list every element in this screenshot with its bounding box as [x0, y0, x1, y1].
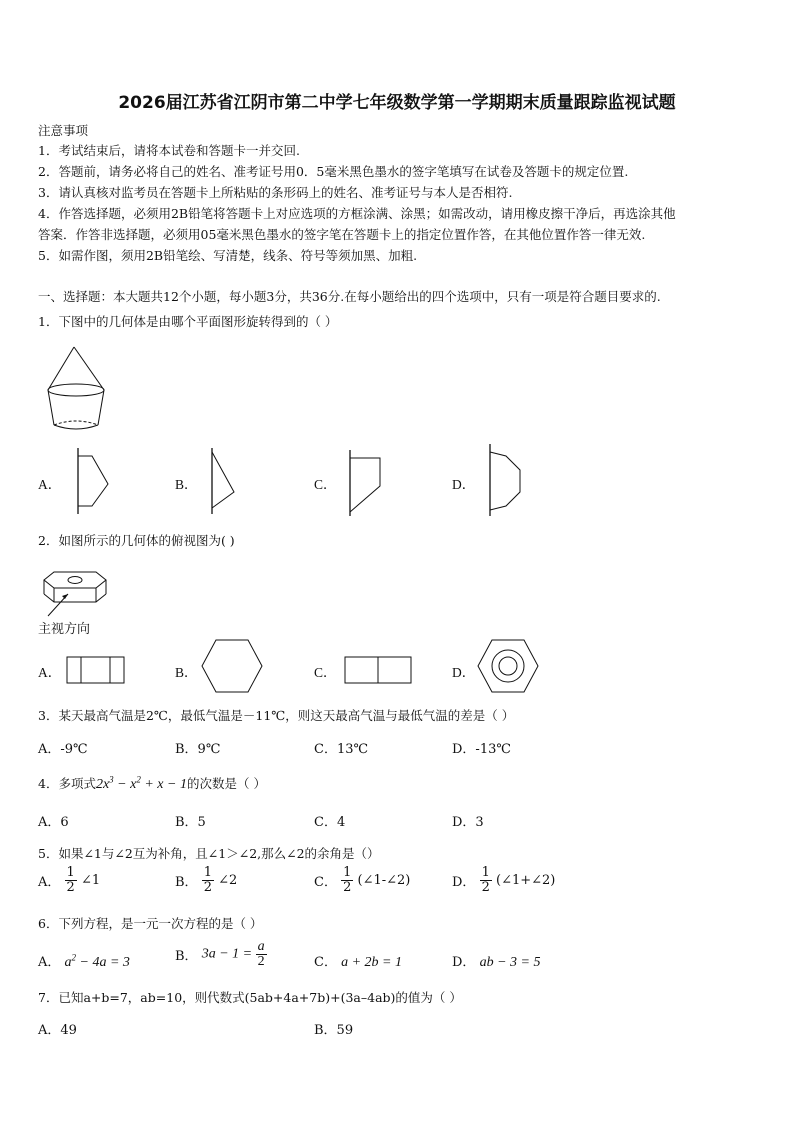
q1-option-a-figure [76, 446, 116, 516]
q5-expr: (∠1-∠2) [357, 873, 411, 888]
q6-equation-b: 3a − 1 = [201, 946, 256, 962]
q1-option-d-figure [488, 442, 524, 518]
q6-option-b-label: B． [175, 949, 198, 964]
q1-option-b-label: B． [175, 477, 198, 492]
note-item: 1．考试结束后，请将本试卷和答题卡一并交回. [38, 143, 300, 158]
q4-option-a: A．6 [38, 815, 69, 830]
q7-option-a: A．49 [38, 1023, 77, 1038]
q2-option-b-hexagon-figure [200, 638, 264, 694]
q2-option-c-label: C． [314, 665, 337, 680]
q4-stem-prefix: 4．多项式 [38, 776, 96, 791]
q1-cone-cylinder-figure [44, 345, 114, 435]
q2-option-d-hexagon-circles-figure [476, 638, 540, 694]
q6-option-b [175, 940, 267, 969]
page-title: 2026届江苏省江阴市第二中学七年级数学第一学期期末质量跟踪监视试题 [118, 93, 676, 113]
q5-fraction: $\frac{1}{2}$ [481, 865, 490, 895]
q2-option-b-label: B． [175, 665, 198, 680]
q5-option-a [38, 866, 100, 895]
q6-equation-b-fraction: $\frac{a}{2}$ [257, 939, 265, 969]
q6-option-d [452, 951, 540, 971]
q5-option-d-label: D． [452, 875, 476, 890]
q3-option-b: B．9℃ [175, 742, 221, 757]
question-3-stem: 3．某天最高气温是2℃，最低气温是－11℃，则这天最高气温与最低气温的差是（ ） [38, 708, 515, 723]
q4-option-d: D．3 [452, 815, 484, 830]
q5-expr: ∠1 [80, 873, 101, 888]
q3-option-c: C．13℃ [314, 742, 369, 757]
q1-option-d-label: D． [452, 477, 476, 492]
q4-polynomial: $2x^3 - x^2 + x - 1$ [95, 774, 187, 792]
question-2-stem: 2．如图所示的几何体的俯视图为( ) [38, 533, 235, 548]
q7-option-b: B．59 [314, 1023, 354, 1038]
view-direction-label: 主视方向 [38, 622, 91, 637]
q5-fraction: $\frac{1}{2}$ [203, 865, 212, 895]
q4-stem-suffix: 的次数是（ ） [186, 776, 266, 791]
q5-option-d [452, 866, 555, 895]
question-4-stem [38, 774, 266, 793]
note-item: 答案．作答非选择题，必须用05毫米黑色墨水的签字笔在答题卡上的指定位置作答，在其他位置作答一律无效. [38, 227, 646, 242]
q4-option-b: B．5 [175, 815, 206, 830]
question-7-stem: 7．已知a+b=7，ab=10，则代数式(5ab+4a+7b)+(3a–4ab)的值为（ ） [38, 990, 462, 1005]
note-item: 5．如需作图，须用2B铅笔绘、写清楚，线条、符号等须加黑、加粗. [38, 248, 418, 263]
q5-option-b-label: B． [175, 875, 198, 890]
q3-option-d: D．-13℃ [452, 742, 511, 757]
question-6-stem: 6．下列方程，是一元一次方程的是（ ） [38, 916, 263, 931]
q5-expr: ∠2 [218, 873, 238, 888]
q6-equation-a: $a^2 - 4a = 3$ [64, 952, 130, 970]
q2-option-d-label: D． [452, 665, 476, 680]
q2-hex-nut-figure [40, 568, 115, 623]
q5-option-a-label: A． [38, 875, 61, 890]
q5-fraction: $\frac{1}{2}$ [66, 865, 75, 895]
q1-option-c-figure [348, 448, 384, 518]
q3-option-a: A．-9℃ [38, 742, 88, 757]
q1-option-a-label: A． [38, 477, 62, 492]
q2-option-a-label: A． [38, 665, 62, 680]
note-item: 4．作答选择题，必须用2B铅笔将答题卡上对应选项的方框涂满、涂黑；如需改动，请用橡皮擦干净后，再选涂其他 [38, 206, 676, 221]
notes-heading: 注意事项 [38, 123, 89, 138]
q2-option-c-figure [344, 656, 414, 686]
section-heading: 一、选择题：本大题共12个小题，每小题3分，共36分.在每小题给出的四个选项中，只有一项是符合题目要求的. [38, 289, 661, 304]
q1-option-c-label: C． [314, 477, 337, 492]
q5-fraction: $\frac{1}{2}$ [343, 865, 352, 895]
q6-option-a-label: A． [38, 955, 61, 970]
q5-option-c-label: C． [314, 875, 337, 890]
q6-equation-d: ab − 3 = 5 [479, 955, 541, 970]
q6-option-a [38, 951, 130, 971]
question-5-stem: 5．如果∠1与∠2互为补角，且∠1＞∠2,那么∠2的余角是（） [38, 846, 380, 861]
q6-equation-c: a + 2b = 1 [341, 955, 402, 970]
note-item: 3．请认真核对监考员在答题卡上所粘贴的条形码上的姓名、准考证号与本人是否相符. [38, 185, 513, 200]
q2-option-a-figure [66, 656, 126, 686]
q6-option-d-label: D． [452, 955, 476, 970]
q5-option-c [314, 866, 410, 895]
q6-option-c [314, 951, 402, 971]
q5-option-b [175, 866, 237, 895]
q5-expr: (∠1+∠2) [496, 873, 556, 888]
question-1-stem: 1．下图中的几何体是由哪个平面图形旋转得到的（ ） [38, 314, 338, 329]
note-item: 2．答题前，请务必将自己的姓名、准考证号用0．5毫米黑色墨水的签字笔填写在试卷及答题卡的规定位置. [38, 164, 629, 179]
q4-option-c: C．4 [314, 815, 346, 830]
q6-option-c-label: C． [314, 955, 337, 970]
q1-option-b-figure [210, 446, 240, 516]
